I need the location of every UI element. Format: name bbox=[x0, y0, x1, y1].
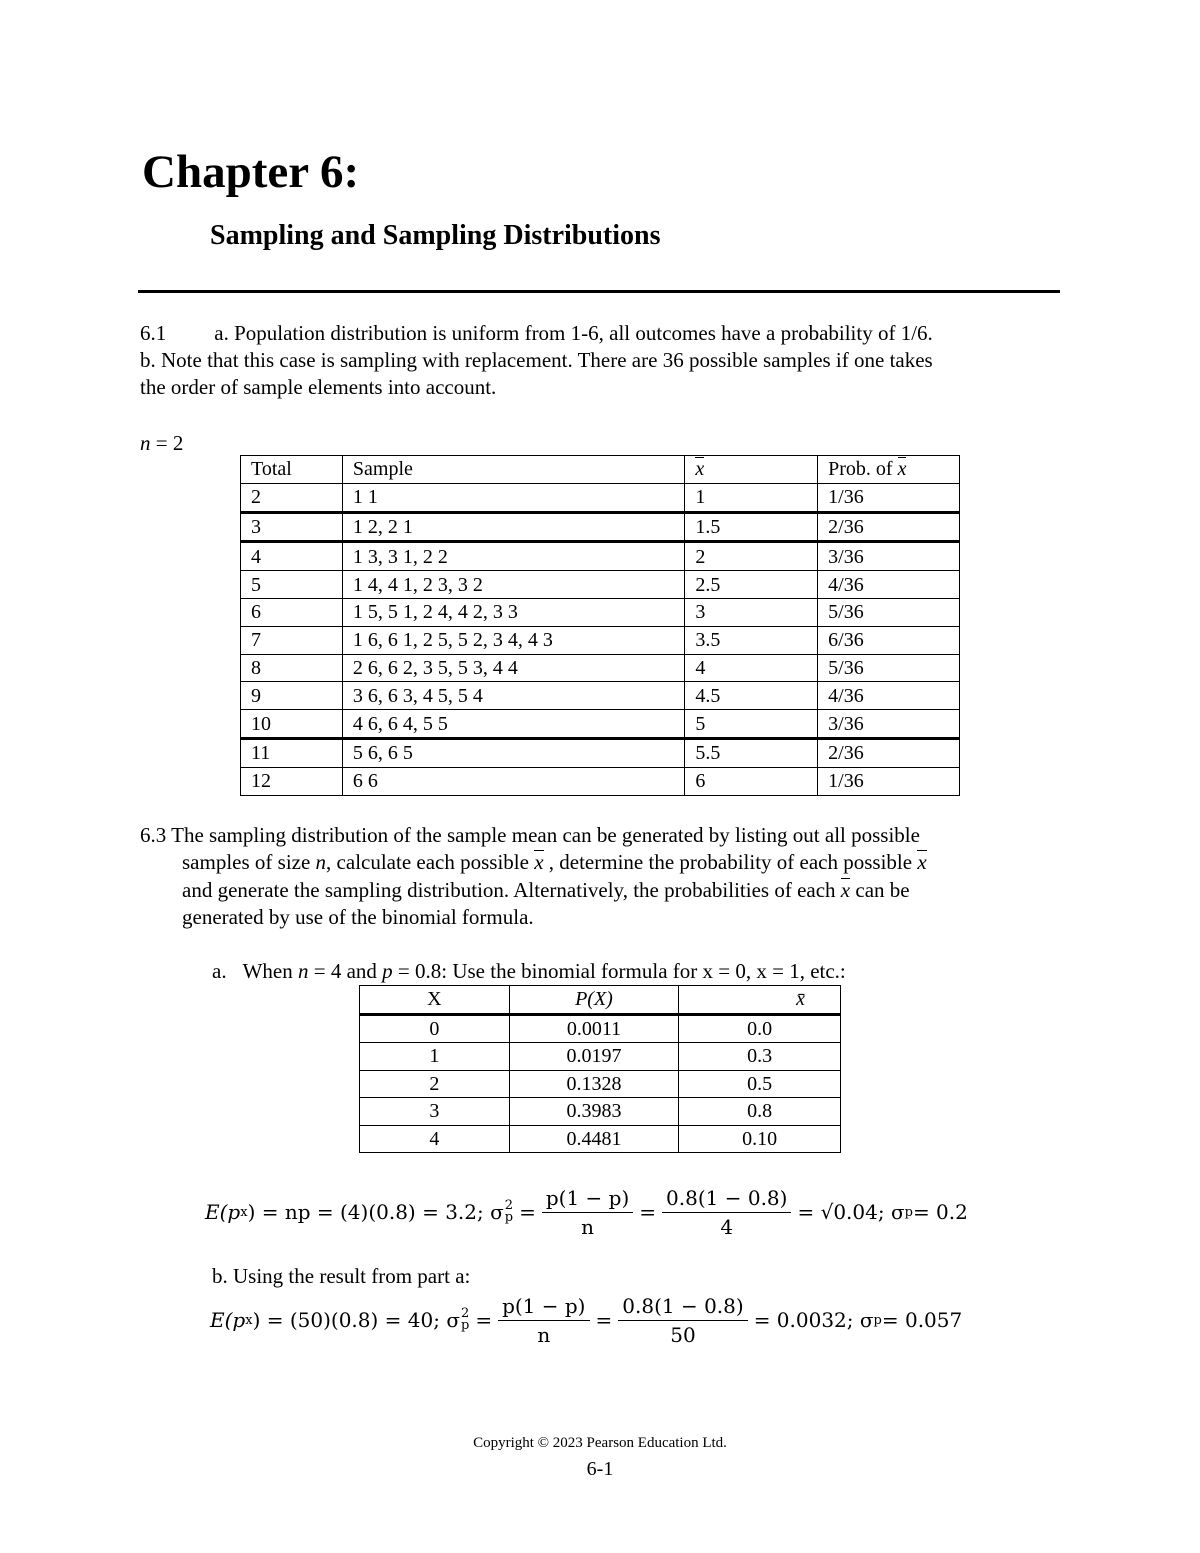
section-6-3-line1: 6.3 The sampling distribution of the sample mean can be generated by listing out all possible bbox=[140, 823, 920, 847]
table-row bbox=[241, 654, 960, 682]
table-row bbox=[241, 571, 960, 599]
table-cell: 0.0 bbox=[679, 1014, 841, 1043]
header-x: X bbox=[360, 986, 510, 1015]
chapter-title: Chapter 6: bbox=[142, 146, 360, 198]
table-cell: 5/36 bbox=[818, 598, 960, 626]
table-row bbox=[360, 1043, 841, 1071]
table-row bbox=[360, 1125, 841, 1153]
table-cell: 1 bbox=[685, 483, 818, 512]
table-cell: 2 bbox=[360, 1070, 510, 1098]
table-header-row bbox=[241, 456, 960, 484]
table-cell: 4 bbox=[241, 542, 343, 571]
table-row bbox=[241, 483, 960, 512]
table-cell: 12 bbox=[241, 767, 343, 795]
table-cell: 1 1 bbox=[342, 483, 684, 512]
table-row bbox=[241, 682, 960, 710]
table-cell: 1/36 bbox=[818, 767, 960, 795]
table-row bbox=[241, 512, 960, 542]
table-row bbox=[241, 598, 960, 626]
table-cell: 5.5 bbox=[685, 738, 818, 767]
table-cell: 1 3, 3 1, 2 2 bbox=[342, 542, 684, 571]
formula-part-a: E(p x ) = np = (4)(0.8) = 3.2; σ 2 p = $\frac{p(1 - p)}{n}$ = $\frac{0.8(1 - 0.8)}{4}$ = √0.04; σ p = 0.2 bbox=[205, 1185, 968, 1239]
header-xbar: x̄ bbox=[679, 986, 841, 1015]
header-divider bbox=[138, 290, 1060, 293]
table-cell: 4 6, 6 4, 5 5 bbox=[342, 710, 684, 739]
table-cell: 3 bbox=[360, 1098, 510, 1126]
table-cell: 1.5 bbox=[685, 512, 818, 542]
table-cell: 3 bbox=[685, 598, 818, 626]
section-6-1-part-b-line1: b. Note that this case is sampling with replacement. There are 36 possible samples if one takes bbox=[140, 348, 933, 372]
table-cell: 0.1328 bbox=[509, 1070, 679, 1098]
sample-size-label bbox=[140, 430, 183, 457]
table-row bbox=[360, 1070, 841, 1098]
header-px: P(X) bbox=[509, 986, 679, 1015]
table-cell: 6/36 bbox=[818, 626, 960, 654]
copyright-notice: Copyright © 2023 Pearson Education Ltd. bbox=[473, 1435, 727, 1451]
xbar-symbol: x bbox=[840, 878, 851, 902]
table-cell: 1/36 bbox=[818, 483, 960, 512]
binomial-table bbox=[359, 985, 841, 1153]
table-cell: 2 bbox=[241, 483, 343, 512]
section-6-3-line4: generated by use of the binomial formula. bbox=[182, 905, 534, 929]
table-row bbox=[360, 1098, 841, 1126]
sample-distribution-table bbox=[240, 455, 960, 796]
table-cell: 0.3 bbox=[679, 1043, 841, 1071]
xbar-symbol: x bbox=[917, 850, 927, 874]
table-cell: 7 bbox=[241, 626, 343, 654]
table-cell: 6 6 bbox=[342, 767, 684, 795]
table-cell: 11 bbox=[241, 738, 343, 767]
n-symbol: n bbox=[140, 431, 151, 455]
table-row bbox=[241, 738, 960, 767]
table-cell: 0.0011 bbox=[509, 1014, 679, 1043]
table-cell: 0.0197 bbox=[509, 1043, 679, 1071]
header-xbar: x bbox=[685, 456, 818, 484]
table-cell: 4.5 bbox=[685, 682, 818, 710]
table-cell: 2.5 bbox=[685, 571, 818, 599]
table-cell: 0.8 bbox=[679, 1098, 841, 1126]
part-a-text: a. Population distribution is uniform from 1-6, all outcomes have a probability of 1/6. bbox=[214, 321, 933, 345]
section-6-3-part-a: a. When n = 4 and p = 0.8: Use the binomial formula for x = 0, x = 1, etc.: bbox=[212, 959, 846, 983]
section-6-1-part-b-line2: the order of sample elements into account. bbox=[140, 375, 497, 399]
table-row bbox=[241, 542, 960, 571]
xbar-symbol: x bbox=[534, 850, 544, 874]
table-cell: 9 bbox=[241, 682, 343, 710]
table-cell: 1 4, 4 1, 2 3, 3 2 bbox=[342, 571, 684, 599]
table-cell: 0.4481 bbox=[509, 1125, 679, 1153]
table-row bbox=[241, 767, 960, 795]
fraction: $\frac{p(1 - p)}{n}$ bbox=[498, 1294, 589, 1347]
table-cell: 5 bbox=[685, 710, 818, 739]
table-cell: 3 6, 6 3, 4 5, 5 4 bbox=[342, 682, 684, 710]
table-cell: 10 bbox=[241, 710, 343, 739]
table-cell: 0.5 bbox=[679, 1070, 841, 1098]
table-cell: 0.10 bbox=[679, 1125, 841, 1153]
table-cell: 6 bbox=[241, 598, 343, 626]
table-cell: 2/36 bbox=[818, 512, 960, 542]
formula-part-b: E(p x ) = (50)(0.8) = 40; σ 2 p = $\frac{p(1 - p)}{n}$ = $\frac{0.8(1 - 0.8)}{50}$ = 0.0032; σ p = 0.057 bbox=[210, 1293, 963, 1347]
table-cell: 5 6, 6 5 bbox=[342, 738, 684, 767]
table-row bbox=[360, 1014, 841, 1043]
header-total: Total bbox=[241, 456, 343, 484]
n-value: = 2 bbox=[155, 431, 184, 455]
table-cell: 5 bbox=[241, 571, 343, 599]
section-6-1-part-a bbox=[140, 320, 1065, 347]
page-number: 6-1 bbox=[586, 1458, 614, 1480]
section-6-3-line2: samples of size n, calculate each possible x , determine the probability of each possible x bbox=[182, 850, 927, 874]
chapter-subtitle: Sampling and Sampling Distributions bbox=[210, 220, 661, 251]
fraction: $\frac{0.8(1 - 0.8)}{4}$ bbox=[662, 1186, 791, 1239]
table-cell: 2 bbox=[685, 542, 818, 571]
table-cell: 0.3983 bbox=[509, 1098, 679, 1126]
table-cell: 6 bbox=[685, 767, 818, 795]
fraction: $\frac{0.8(1 - 0.8)}{50}$ bbox=[618, 1294, 747, 1347]
table-cell: 8 bbox=[241, 654, 343, 682]
table-cell: 4 bbox=[685, 654, 818, 682]
table-cell: 1 bbox=[360, 1043, 510, 1071]
header-prob: Prob. of x bbox=[818, 456, 960, 484]
header-sample: Sample bbox=[342, 456, 684, 484]
fraction: $\frac{p(1 - p)}{n}$ bbox=[542, 1186, 633, 1239]
table-cell: 0 bbox=[360, 1014, 510, 1043]
table-row bbox=[241, 626, 960, 654]
section-6-3-part-b: b. Using the result from part a: bbox=[212, 1264, 471, 1288]
section-number: 6.1 bbox=[140, 321, 167, 345]
table-row bbox=[241, 710, 960, 739]
table-cell: 1 6, 6 1, 2 5, 5 2, 3 4, 4 3 bbox=[342, 626, 684, 654]
table-cell: 2 6, 6 2, 3 5, 5 3, 4 4 bbox=[342, 654, 684, 682]
table-header-row bbox=[360, 986, 841, 1015]
table-cell: 3/36 bbox=[818, 710, 960, 739]
section-6-3-line3: and generate the sampling distribution. Alternatively, the probabilities of each x can be bbox=[182, 878, 910, 902]
table-cell: 1 5, 5 1, 2 4, 4 2, 3 3 bbox=[342, 598, 684, 626]
table-cell: 3.5 bbox=[685, 626, 818, 654]
table-cell: 4/36 bbox=[818, 571, 960, 599]
table-cell: 4/36 bbox=[818, 682, 960, 710]
table-cell: 2/36 bbox=[818, 738, 960, 767]
table-cell: 3/36 bbox=[818, 542, 960, 571]
table-cell: 3 bbox=[241, 512, 343, 542]
table-cell: 4 bbox=[360, 1125, 510, 1153]
table-cell: 5/36 bbox=[818, 654, 960, 682]
table-cell: 1 2, 2 1 bbox=[342, 512, 684, 542]
